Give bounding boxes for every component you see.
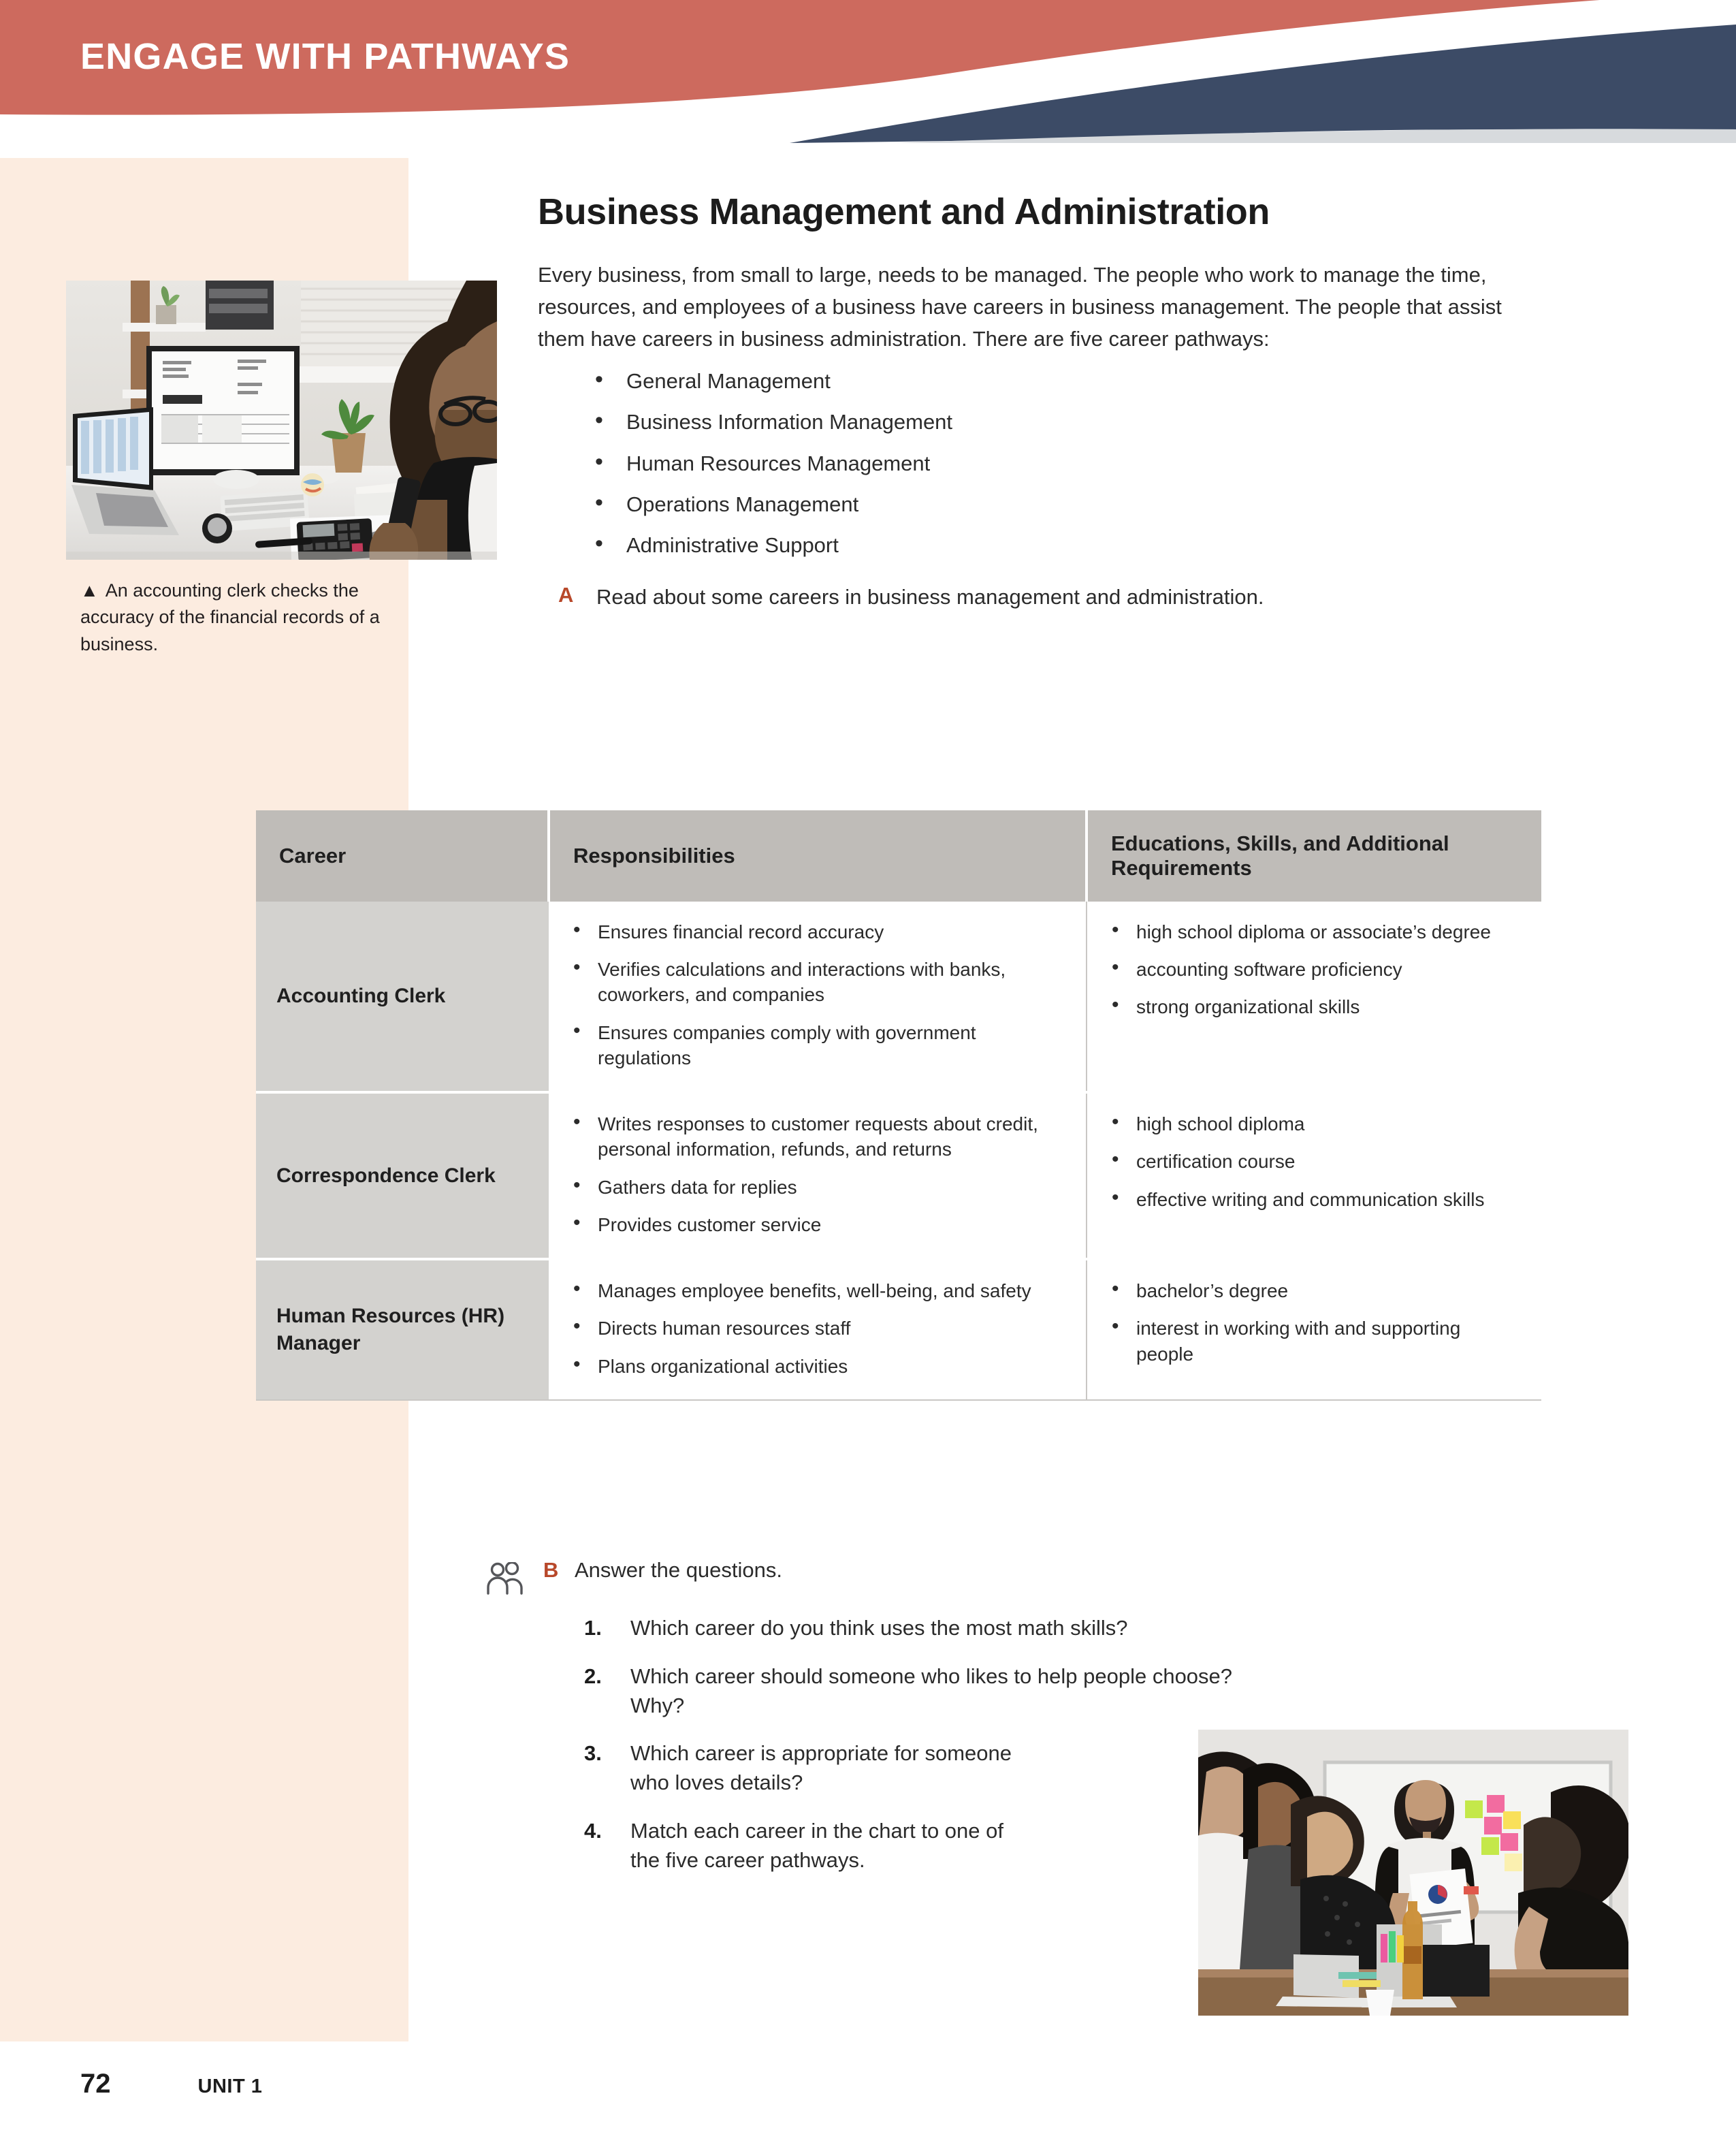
page-header-banner: [0, 0, 1736, 143]
list-item: • high school diploma or associate’s degree: [1108, 919, 1521, 944]
list-item: • strong organizational skills: [1108, 994, 1521, 1019]
list-item: • Gathers data for replies: [569, 1175, 1065, 1200]
career-name-cell: Human Resources (HR) Manager: [256, 1259, 549, 1400]
question-text: Match each career in the chart to one of the five career pathways.: [630, 1818, 1003, 1872]
requirements-list: [1108, 1111, 1521, 1212]
intro-paragraph: Every business, from small to large, needs to be managed. The people who work to manage the time, resources, and employees of a business have careers in business management. The people that assist them have careers in business administration. There are five career pathways:: [538, 263, 1502, 351]
team-meeting-photo: [1198, 1730, 1628, 2016]
accounting-clerk-photo: [66, 281, 497, 560]
question-number: 3.: [584, 1741, 602, 1766]
table-row: [256, 1259, 1541, 1400]
list-item: • effective writing and communication skills: [1108, 1187, 1521, 1212]
list-item: • bachelor’s degree: [1108, 1278, 1521, 1303]
question-text: Which career should someone who likes to help people choose? Why?: [630, 1664, 1233, 1717]
list-item: • Writes responses to customer requests about credit, personal information, refunds, and returns: [569, 1111, 1065, 1162]
list-item: • Provides customer service: [569, 1212, 1065, 1237]
question-text: Which career is appropriate for someone who loves details?: [630, 1741, 1012, 1795]
list-item: • high school diploma: [1108, 1111, 1521, 1137]
list-item: • Plans organizational activities: [569, 1354, 1065, 1379]
column-header-requirements: Educations, Skills, and Additional Requirements: [1087, 810, 1541, 902]
list-item: • certification course: [1108, 1149, 1521, 1174]
unit-label: UNIT 1: [197, 2076, 263, 2097]
list-item: [584, 1739, 1033, 1798]
career-name-cell: Accounting Clerk: [256, 902, 549, 1092]
list-item: • Human Resources Management: [595, 452, 1552, 475]
question-number: 1.: [584, 1616, 602, 1640]
responsibilities-list: [569, 1111, 1065, 1237]
responsibilities-list: [569, 919, 1065, 1070]
list-item: • General Management: [595, 370, 1552, 393]
requirements-list: [1108, 919, 1521, 1020]
list-item: • Manages employee benefits, well-being, and safety: [569, 1278, 1065, 1303]
list-item: • Business Information Management: [595, 411, 1552, 434]
list-item: • Verifies calculations and interactions with banks, coworkers, and companies: [569, 957, 1065, 1007]
requirements-cell: [1087, 1092, 1541, 1259]
page-title: Business Management and Administration: [538, 191, 1270, 232]
responsibilities-cell: [549, 1259, 1087, 1400]
lesson-content: [538, 191, 1552, 611]
exercise-a: [558, 583, 1552, 611]
table-row: [256, 902, 1541, 1092]
list-item: [584, 1662, 1265, 1721]
exercise-b-instruction: Answer the questions.: [575, 1558, 783, 1582]
list-item: [584, 1614, 1265, 1643]
requirements-cell: [1087, 902, 1541, 1092]
exercise-b-letter: B: [543, 1558, 559, 1582]
photo-caption-text: An accounting clerk checks the accuracy of the financial records of a business.: [80, 580, 380, 654]
responsibilities-list: [569, 1278, 1065, 1379]
responsibilities-cell: [549, 1092, 1087, 1259]
page-number: 72: [80, 2069, 111, 2099]
column-header-responsibilities: Responsibilities: [549, 810, 1087, 902]
requirements-cell: [1087, 1259, 1541, 1400]
exercise-b-questions: [584, 1614, 1265, 1894]
question-number: 2.: [584, 1664, 602, 1688]
column-header-career: Career: [256, 810, 549, 902]
question-number: 4.: [584, 1818, 602, 1843]
list-item: • Ensures financial record accuracy: [569, 919, 1065, 944]
list-item: [584, 1817, 1033, 1875]
responsibilities-cell: [549, 902, 1087, 1092]
careers-table: [256, 810, 1541, 1401]
list-item: • interest in working with and supporting people: [1108, 1316, 1521, 1366]
banner-title: ENGAGE WITH PATHWAYS: [80, 36, 570, 77]
exercise-b: [485, 1558, 782, 1598]
career-name-cell: Correspondence Clerk: [256, 1092, 549, 1259]
table-body: [256, 902, 1541, 1400]
list-item: • Ensures companies comply with government regulations: [569, 1020, 1065, 1070]
pair-work-icon: [485, 1562, 527, 1598]
photo-caption: [80, 577, 380, 658]
list-item: • Directs human resources staff: [569, 1316, 1065, 1341]
table-header-row: [256, 810, 1541, 902]
exercise-a-letter: A: [558, 582, 574, 607]
exercise-a-instruction: Read about some careers in business management and administration.: [596, 584, 1264, 609]
question-text: Which career do you think uses the most math skills?: [630, 1616, 1128, 1640]
page-footer: [80, 2069, 262, 2099]
list-item: • accounting software proficiency: [1108, 957, 1521, 982]
list-item: • Operations Management: [595, 493, 1552, 516]
requirements-list: [1108, 1278, 1521, 1367]
career-pathways-list: [595, 370, 1552, 556]
list-item: • Administrative Support: [595, 534, 1552, 557]
triangle-marker-icon: ▲: [80, 580, 99, 601]
table-header: [256, 810, 1541, 902]
table-row: [256, 1092, 1541, 1259]
